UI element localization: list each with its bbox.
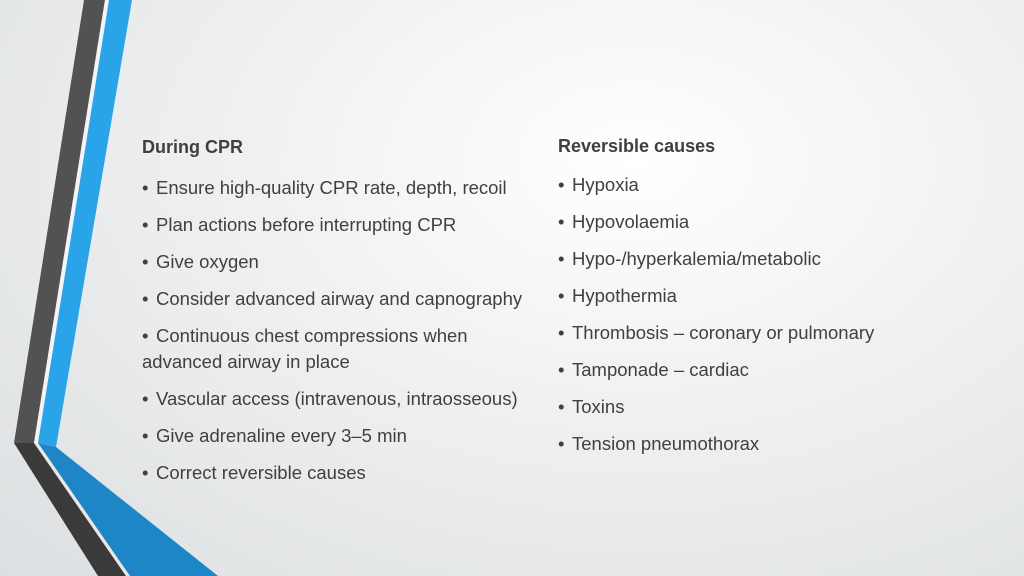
- bullet-icon: •: [558, 248, 565, 269]
- list-item: [558, 209, 958, 235]
- list-item-text: Vascular access (intravenous, intraosseous): [156, 388, 518, 409]
- bullet-icon: •: [142, 251, 149, 272]
- bullet-icon: •: [558, 322, 565, 343]
- list-item-text: Plan actions before interrupting CPR: [156, 214, 457, 235]
- list-item-text: Toxins: [572, 396, 625, 417]
- bullet-icon: •: [558, 359, 565, 380]
- during-cpr-heading: During CPR: [142, 137, 243, 157]
- list-item: [142, 249, 537, 275]
- bullet-icon: •: [142, 462, 149, 483]
- bullet-icon: •: [558, 285, 565, 306]
- list-item: [142, 323, 537, 375]
- white-stripe-upper: [34, 0, 109, 443]
- list-item-text: Hypoxia: [572, 174, 639, 195]
- list-item: [558, 320, 958, 346]
- bullet-icon: •: [142, 325, 149, 346]
- list-item: [142, 286, 537, 312]
- list-item-text: Tension pneumothorax: [572, 433, 760, 454]
- bullet-icon: •: [142, 388, 149, 409]
- bullet-icon: •: [142, 214, 149, 235]
- list-item-text: Hypothermia: [572, 285, 677, 306]
- list-item: [142, 423, 537, 449]
- list-item: [142, 212, 537, 238]
- bullet-icon: •: [142, 177, 149, 198]
- list-item-text: Give oxygen: [156, 251, 259, 272]
- list-item-text: Ensure high-quality CPR rate, depth, recoil: [156, 177, 507, 198]
- list-item-text: Give adrenaline every 3–5 min: [156, 425, 407, 446]
- bullet-icon: •: [558, 174, 565, 195]
- list-item-text: Tamponade – cardiac: [572, 359, 749, 380]
- bullet-icon: •: [558, 433, 565, 454]
- list-item-text: Correct reversible causes: [156, 462, 366, 483]
- list-item-text: Continuous chest compressions when advanced airway in place: [142, 325, 468, 372]
- bullet-icon: •: [142, 425, 149, 446]
- list-item: [558, 431, 958, 457]
- reversible-causes-heading: Reversible causes: [558, 136, 716, 156]
- bullet-icon: •: [142, 288, 149, 309]
- list-item: [558, 394, 958, 420]
- list-item: [142, 460, 537, 486]
- list-item: [558, 246, 958, 272]
- list-item-text: Hypovolaemia: [572, 211, 690, 232]
- list-item-text: Consider advanced airway and capnography: [156, 288, 523, 309]
- bullet-icon: •: [558, 396, 565, 417]
- list-item: [558, 172, 958, 198]
- during-cpr-list: [142, 175, 537, 497]
- list-item-text: Thrombosis – coronary or pulmonary: [572, 322, 875, 343]
- list-item: [142, 175, 537, 201]
- list-item: [142, 386, 537, 412]
- list-item-text: Hypo-/hyperkalemia/metabolic: [572, 248, 821, 269]
- list-item: [558, 357, 958, 383]
- reversible-causes-list: [558, 172, 958, 468]
- bullet-icon: •: [558, 211, 565, 232]
- list-item: [558, 283, 958, 309]
